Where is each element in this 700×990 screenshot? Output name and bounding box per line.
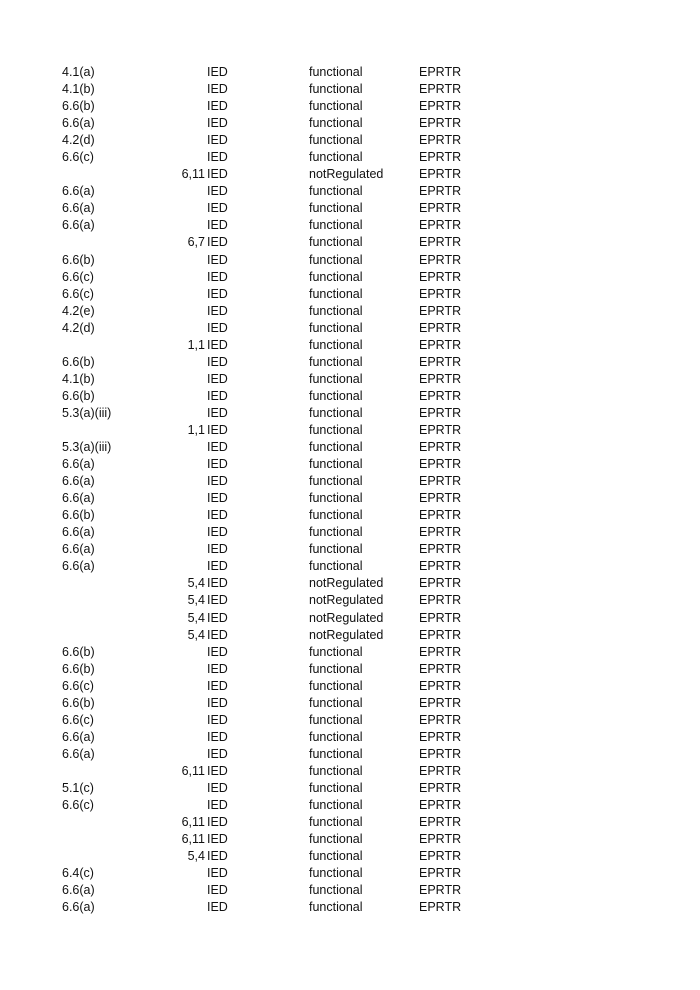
directive-cell: IED <box>207 218 228 233</box>
activity-code-cell: 6.6(b) <box>62 695 95 710</box>
activity-code-cell: 6.6(a) <box>62 883 95 898</box>
register-cell: EPRTR <box>419 559 462 574</box>
register-cell: EPRTR <box>419 405 462 420</box>
table-row <box>0 132 700 149</box>
table-row <box>0 592 700 609</box>
status-cell: functional <box>309 269 363 284</box>
register-cell: EPRTR <box>419 388 462 403</box>
table-row <box>0 98 700 115</box>
table-row <box>0 865 700 882</box>
numeric-code-cell: 6,7 <box>187 235 205 250</box>
activity-code-cell: 6.6(a) <box>62 457 95 472</box>
table-row <box>0 507 700 524</box>
activity-code-cell: 6.6(c) <box>62 798 94 813</box>
directive-cell: IED <box>207 525 228 540</box>
register-cell: EPRTR <box>419 712 462 727</box>
directive-cell: IED <box>207 644 228 659</box>
status-cell: notRegulated <box>309 576 384 591</box>
directive-cell: IED <box>207 422 228 437</box>
register-cell: EPRTR <box>419 371 462 386</box>
numeric-code-cell: 5,4 <box>187 610 205 625</box>
directive-cell: IED <box>207 457 228 472</box>
register-cell: EPRTR <box>419 167 462 182</box>
register-cell: EPRTR <box>419 900 462 915</box>
table-row <box>0 797 700 814</box>
table-row <box>0 371 700 388</box>
register-cell: EPRTR <box>419 218 462 233</box>
status-cell: functional <box>309 405 363 420</box>
activity-code-cell: 6.6(a) <box>62 559 95 574</box>
status-cell: functional <box>309 798 363 813</box>
table-row <box>0 149 700 166</box>
status-cell: functional <box>309 99 363 114</box>
directive-cell: IED <box>207 320 228 335</box>
register-cell: EPRTR <box>419 184 462 199</box>
directive-cell: IED <box>207 712 228 727</box>
table-row <box>0 354 700 371</box>
register-cell: EPRTR <box>419 610 462 625</box>
directive-cell: IED <box>207 593 228 608</box>
directive-cell: IED <box>207 405 228 420</box>
status-cell: functional <box>309 201 363 216</box>
table-row <box>0 286 700 303</box>
register-cell: EPRTR <box>419 644 462 659</box>
numeric-code-cell: 6,11 <box>181 763 205 778</box>
register-cell: EPRTR <box>419 866 462 881</box>
status-cell: functional <box>309 644 363 659</box>
register-cell: EPRTR <box>419 422 462 437</box>
directive-cell: IED <box>207 440 228 455</box>
status-cell: functional <box>309 252 363 267</box>
table-row <box>0 320 700 337</box>
table-row <box>0 166 700 183</box>
register-cell: EPRTR <box>419 133 462 148</box>
activity-code-cell: 6.6(b) <box>62 661 95 676</box>
table-row <box>0 831 700 848</box>
directive-cell: IED <box>207 65 228 79</box>
status-cell: functional <box>309 525 363 540</box>
status-cell: functional <box>309 712 363 727</box>
register-cell: EPRTR <box>419 576 462 591</box>
activity-code-cell: 4.2(d) <box>62 320 95 335</box>
status-cell: functional <box>309 440 363 455</box>
table-row <box>0 610 700 627</box>
directive-cell: IED <box>207 269 228 284</box>
directive-cell: IED <box>207 286 228 301</box>
activity-code-cell: 6.6(c) <box>62 712 94 727</box>
register-cell: EPRTR <box>419 763 462 778</box>
table-row <box>0 848 700 865</box>
table-row <box>0 200 700 217</box>
status-cell: functional <box>309 780 363 795</box>
table-row <box>0 422 700 439</box>
register-cell: EPRTR <box>419 303 462 318</box>
register-cell: EPRTR <box>419 661 462 676</box>
table-row <box>0 115 700 132</box>
activity-code-cell: 5.1(c) <box>62 780 94 795</box>
activity-code-cell: 6.6(a) <box>62 525 95 540</box>
status-cell: notRegulated <box>309 627 384 642</box>
numeric-code-cell: 5,4 <box>187 593 205 608</box>
status-cell: functional <box>309 695 363 710</box>
status-cell: functional <box>309 866 363 881</box>
activity-code-cell: 6.6(a) <box>62 746 95 761</box>
status-cell: notRegulated <box>309 610 384 625</box>
register-cell: EPRTR <box>419 883 462 898</box>
directive-cell: IED <box>207 815 228 830</box>
data-table <box>0 64 700 916</box>
status-cell: functional <box>309 900 363 915</box>
directive-cell: IED <box>207 167 228 182</box>
table-row <box>0 763 700 780</box>
table-row <box>0 337 700 354</box>
register-cell: EPRTR <box>419 286 462 301</box>
table-row <box>0 899 700 916</box>
activity-code-cell: 6.6(c) <box>62 678 94 693</box>
numeric-code-cell: 1,1 <box>187 337 205 352</box>
directive-cell: IED <box>207 133 228 148</box>
directive-cell: IED <box>207 508 228 523</box>
status-cell: functional <box>309 883 363 898</box>
table-row <box>0 456 700 473</box>
directive-cell: IED <box>207 82 228 97</box>
status-cell: functional <box>309 184 363 199</box>
table-row <box>0 64 700 81</box>
activity-code-cell: 6.6(a) <box>62 184 95 199</box>
table-row <box>0 678 700 695</box>
table-row <box>0 490 700 507</box>
numeric-code-cell: 6,11 <box>181 815 205 830</box>
activity-code-cell: 5.3(a)(iii) <box>62 405 112 420</box>
directive-cell: IED <box>207 798 228 813</box>
status-cell: functional <box>309 133 363 148</box>
register-cell: EPRTR <box>419 269 462 284</box>
activity-code-cell: 6.6(a) <box>62 474 95 489</box>
activity-code-cell: 6.6(a) <box>62 491 95 506</box>
directive-cell: IED <box>207 150 228 165</box>
directive-cell: IED <box>207 729 228 744</box>
register-cell: EPRTR <box>419 815 462 830</box>
activity-code-cell: 6.6(b) <box>62 388 95 403</box>
table-row <box>0 695 700 712</box>
register-cell: EPRTR <box>419 82 462 97</box>
status-cell: functional <box>309 474 363 489</box>
numeric-code-cell: 6,11 <box>181 832 205 847</box>
register-cell: EPRTR <box>419 746 462 761</box>
numeric-code-cell: 1,1 <box>187 422 205 437</box>
status-cell: functional <box>309 388 363 403</box>
status-cell: functional <box>309 678 363 693</box>
directive-cell: IED <box>207 474 228 489</box>
directive-cell: IED <box>207 559 228 574</box>
status-cell: functional <box>309 422 363 437</box>
register-cell: EPRTR <box>419 798 462 813</box>
directive-cell: IED <box>207 900 228 915</box>
activity-code-cell: 4.1(b) <box>62 371 95 386</box>
status-cell: functional <box>309 849 363 864</box>
directive-cell: IED <box>207 866 228 881</box>
register-cell: EPRTR <box>419 99 462 114</box>
status-cell: functional <box>309 815 363 830</box>
activity-code-cell: 4.1(b) <box>62 82 95 97</box>
activity-code-cell: 4.1(a) <box>62 65 95 79</box>
activity-code-cell: 6.4(c) <box>62 866 94 881</box>
table-row <box>0 524 700 541</box>
numeric-code-cell: 5,4 <box>187 849 205 864</box>
activity-code-cell: 6.6(c) <box>62 286 94 301</box>
activity-code-cell: 6.6(a) <box>62 542 95 557</box>
directive-cell: IED <box>207 849 228 864</box>
directive-cell: IED <box>207 610 228 625</box>
status-cell: functional <box>309 832 363 847</box>
activity-code-cell: 6.6(b) <box>62 644 95 659</box>
table-row <box>0 746 700 763</box>
register-cell: EPRTR <box>419 235 462 250</box>
activity-code-cell: 6.6(b) <box>62 252 95 267</box>
directive-cell: IED <box>207 832 228 847</box>
status-cell: functional <box>309 235 363 250</box>
register-cell: EPRTR <box>419 150 462 165</box>
activity-code-cell: 4.2(e) <box>62 303 95 318</box>
directive-cell: IED <box>207 746 228 761</box>
directive-cell: IED <box>207 576 228 591</box>
register-cell: EPRTR <box>419 354 462 369</box>
status-cell: functional <box>309 303 363 318</box>
status-cell: functional <box>309 354 363 369</box>
table-row <box>0 388 700 405</box>
table-row <box>0 473 700 490</box>
table-row <box>0 541 700 558</box>
table-row <box>0 439 700 456</box>
register-cell: EPRTR <box>419 542 462 557</box>
status-cell: functional <box>309 82 363 97</box>
activity-code-cell: 4.2(d) <box>62 133 95 148</box>
activity-code-cell: 6.6(b) <box>62 99 95 114</box>
directive-cell: IED <box>207 388 228 403</box>
directive-cell: IED <box>207 678 228 693</box>
activity-code-cell: 6.6(a) <box>62 201 95 216</box>
register-cell: EPRTR <box>419 457 462 472</box>
register-cell: EPRTR <box>419 474 462 489</box>
status-cell: functional <box>309 337 363 352</box>
directive-cell: IED <box>207 491 228 506</box>
status-cell: functional <box>309 746 363 761</box>
status-cell: notRegulated <box>309 593 384 608</box>
activity-code-cell: 6.6(b) <box>62 354 95 369</box>
register-cell: EPRTR <box>419 116 462 131</box>
status-cell: functional <box>309 491 363 506</box>
directive-cell: IED <box>207 337 228 352</box>
table-row <box>0 558 700 575</box>
status-cell: functional <box>309 286 363 301</box>
directive-cell: IED <box>207 354 228 369</box>
table-row <box>0 780 700 797</box>
table-row <box>0 81 700 98</box>
table-row <box>0 234 700 251</box>
directive-cell: IED <box>207 371 228 386</box>
register-cell: EPRTR <box>419 491 462 506</box>
status-cell: functional <box>309 116 363 131</box>
register-cell: EPRTR <box>419 593 462 608</box>
table-row <box>0 217 700 234</box>
table-row <box>0 712 700 729</box>
status-cell: functional <box>309 542 363 557</box>
activity-code-cell: 6.6(b) <box>62 508 95 523</box>
register-cell: EPRTR <box>419 780 462 795</box>
directive-cell: IED <box>207 695 228 710</box>
activity-code-cell: 6.6(c) <box>62 269 94 284</box>
directive-cell: IED <box>207 780 228 795</box>
register-cell: EPRTR <box>419 832 462 847</box>
status-cell: functional <box>309 218 363 233</box>
numeric-code-cell: 5,4 <box>187 576 205 591</box>
table-row <box>0 183 700 200</box>
register-cell: EPRTR <box>419 65 462 79</box>
activity-code-cell: 5.3(a)(iii) <box>62 440 112 455</box>
table-row <box>0 252 700 269</box>
directive-cell: IED <box>207 201 228 216</box>
table-row <box>0 269 700 286</box>
numeric-code-cell: 6,11 <box>181 167 205 182</box>
register-cell: EPRTR <box>419 729 462 744</box>
directive-cell: IED <box>207 235 228 250</box>
register-cell: EPRTR <box>419 627 462 642</box>
directive-cell: IED <box>207 184 228 199</box>
table-row <box>0 575 700 592</box>
register-cell: EPRTR <box>419 508 462 523</box>
activity-code-cell: 6.6(a) <box>62 218 95 233</box>
register-cell: EPRTR <box>419 337 462 352</box>
table-row <box>0 644 700 661</box>
table-row <box>0 405 700 422</box>
register-cell: EPRTR <box>419 695 462 710</box>
status-cell: functional <box>309 661 363 676</box>
table-row <box>0 882 700 899</box>
status-cell: functional <box>309 65 363 79</box>
status-cell: functional <box>309 763 363 778</box>
directive-cell: IED <box>207 116 228 131</box>
table-row <box>0 729 700 746</box>
table-row <box>0 303 700 320</box>
activity-code-cell: 6.6(a) <box>62 729 95 744</box>
table-row <box>0 814 700 831</box>
register-cell: EPRTR <box>419 525 462 540</box>
directive-cell: IED <box>207 661 228 676</box>
status-cell: notRegulated <box>309 167 384 182</box>
directive-cell: IED <box>207 763 228 778</box>
directive-cell: IED <box>207 627 228 642</box>
table-row <box>0 627 700 644</box>
register-cell: EPRTR <box>419 201 462 216</box>
status-cell: functional <box>309 559 363 574</box>
numeric-code-cell: 5,4 <box>187 627 205 642</box>
status-cell: functional <box>309 457 363 472</box>
table-row <box>0 661 700 678</box>
register-cell: EPRTR <box>419 440 462 455</box>
activity-code-cell: 6.6(c) <box>62 150 94 165</box>
register-cell: EPRTR <box>419 849 462 864</box>
register-cell: EPRTR <box>419 252 462 267</box>
status-cell: functional <box>309 371 363 386</box>
register-cell: EPRTR <box>419 678 462 693</box>
directive-cell: IED <box>207 303 228 318</box>
status-cell: functional <box>309 508 363 523</box>
activity-code-cell: 6.6(a) <box>62 900 95 915</box>
register-cell: EPRTR <box>419 320 462 335</box>
status-cell: functional <box>309 729 363 744</box>
directive-cell: IED <box>207 252 228 267</box>
activity-code-cell: 6.6(a) <box>62 116 95 131</box>
directive-cell: IED <box>207 883 228 898</box>
status-cell: functional <box>309 150 363 165</box>
directive-cell: IED <box>207 99 228 114</box>
status-cell: functional <box>309 320 363 335</box>
directive-cell: IED <box>207 542 228 557</box>
